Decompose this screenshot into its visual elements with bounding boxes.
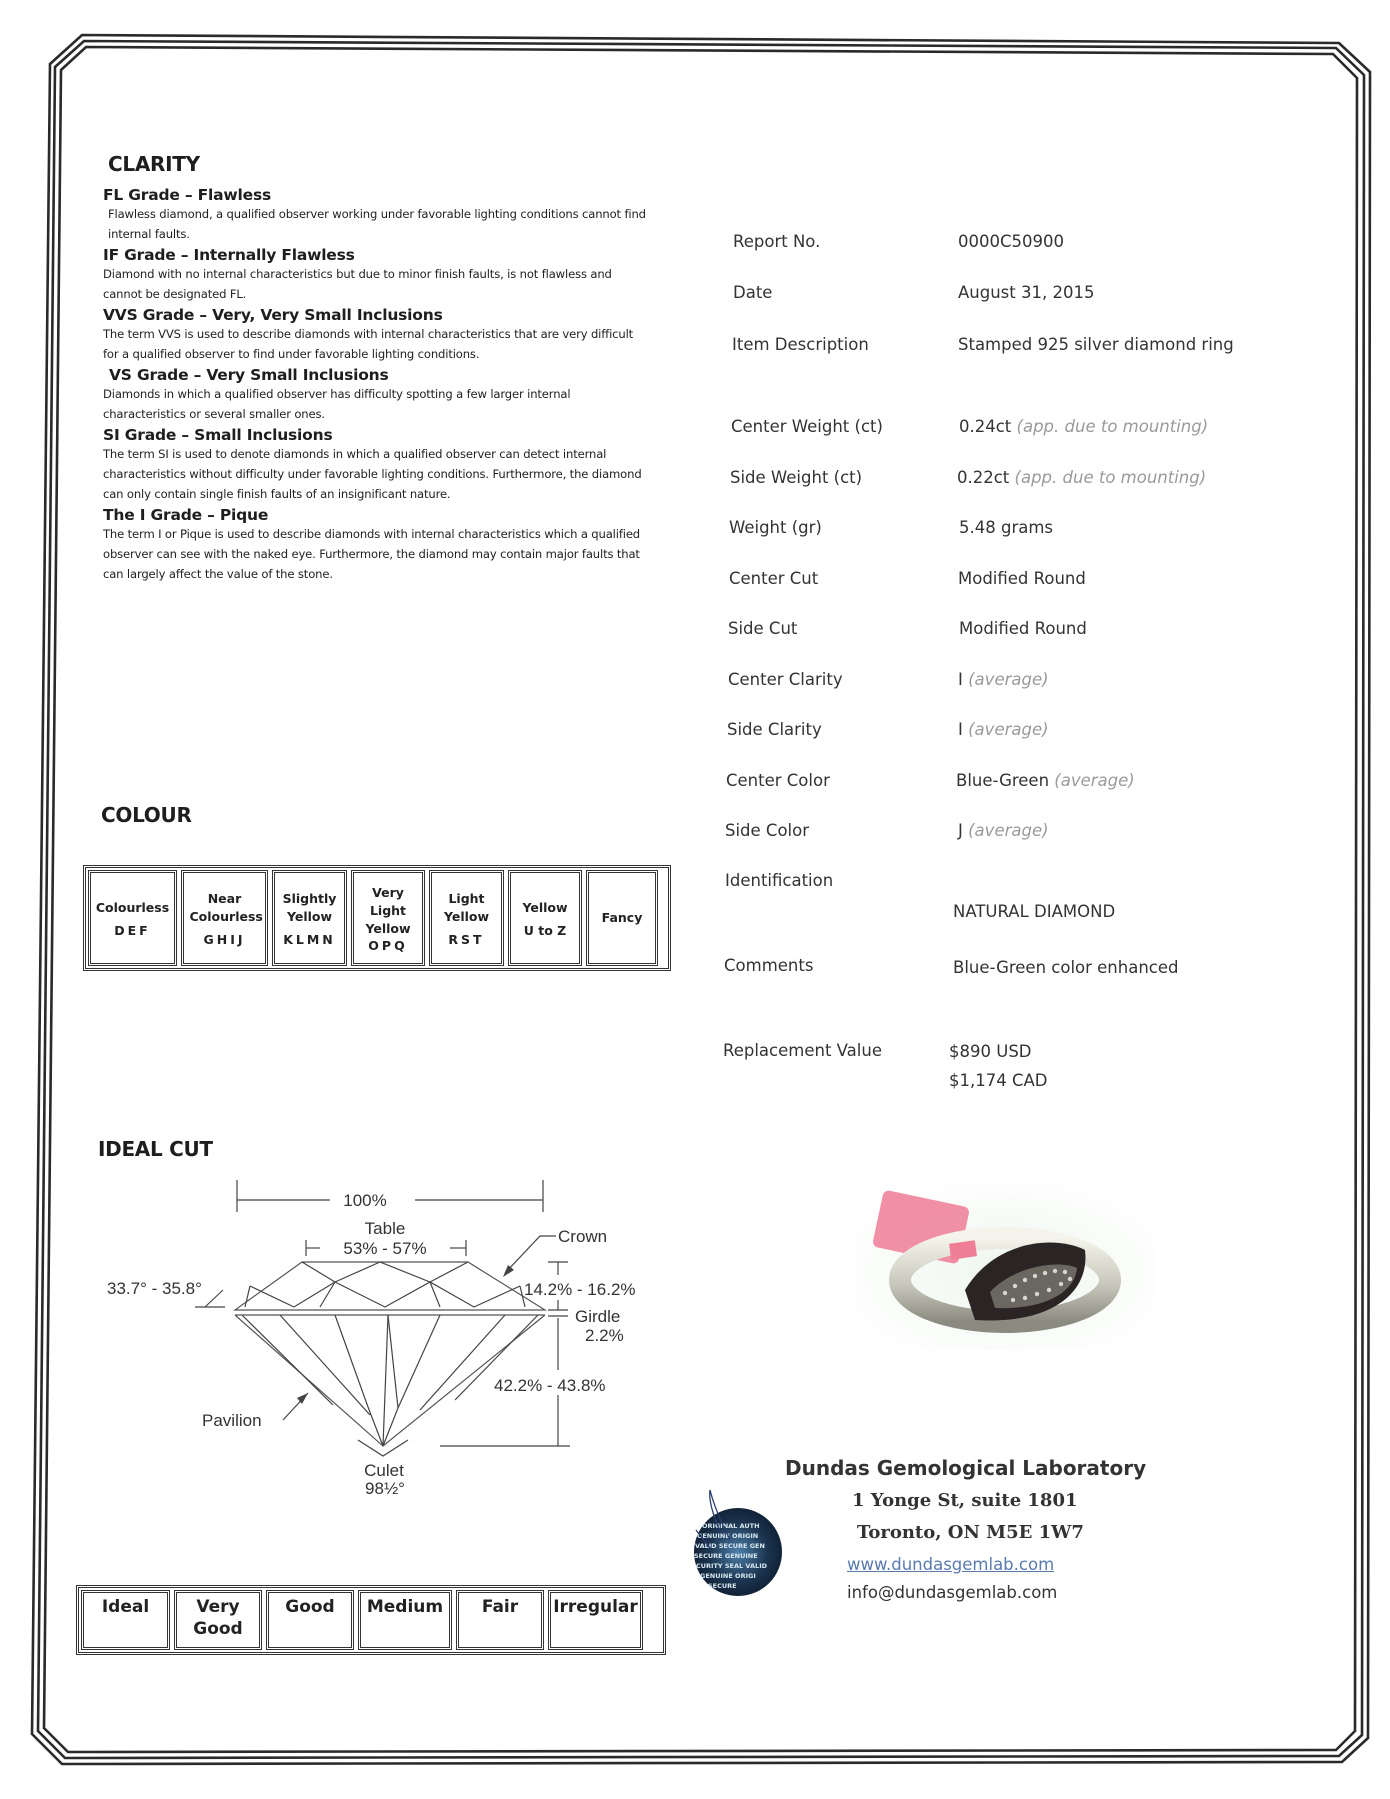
- clarity-grade-si: [103, 426, 683, 504]
- ideal-cut-title: IDEAL CUT: [98, 1137, 213, 1161]
- cut-grade-good: Good: [266, 1590, 354, 1650]
- grade-title: IF Grade – Internally Flawless: [103, 246, 355, 264]
- cut-grade-very-good: [174, 1590, 262, 1650]
- report-note: (app. due to mounting): [1016, 417, 1209, 436]
- report-label: Replacement Value: [723, 1041, 882, 1060]
- report-label: Side Color: [725, 821, 810, 840]
- cut-grade-medium: Medium: [358, 1590, 452, 1650]
- report-label: Date: [733, 283, 773, 302]
- colour-grades: GHIJ: [203, 931, 246, 947]
- colour-grades: RST: [448, 931, 485, 947]
- colour-cell: [181, 870, 268, 966]
- colour-name: Fancy: [601, 910, 643, 925]
- report-value: 0000C50900: [958, 232, 1065, 251]
- report-label: Center Weight (ct): [731, 417, 883, 436]
- grade-desc: Diamond with no internal characteristics but due to minor finish faults, is not flawless and cannot be designated FL.: [103, 267, 612, 301]
- svg-text:GENUINE ORIGIN: GENUINE ORIGIN: [697, 1532, 759, 1540]
- colour-cell: [88, 870, 177, 966]
- grade-title: SI Grade – Small Inclusions: [103, 426, 333, 444]
- report-note: (average): [1054, 771, 1135, 790]
- report-label: Comments: [724, 956, 814, 975]
- report-label: Weight (gr): [729, 518, 822, 537]
- report-value: NATURAL DIAMOND: [953, 902, 1116, 921]
- colour-cell: [351, 870, 425, 966]
- colour-grades: U to Z: [523, 922, 567, 938]
- report-value-usd: $890 USD: [949, 1042, 1032, 1061]
- colour-name: Light Yellow: [443, 890, 490, 924]
- colour-cell: [508, 870, 582, 966]
- clarity-grade-vs: [103, 366, 683, 424]
- grade-desc: The term SI is used to denote diamonds in which a qualified observer can detect internal characteristics without difficulty under favorable lighting conditions. Furthermore, the diamond can only contain single finish faults of an insignificant nature.: [103, 447, 642, 501]
- crown-angle-label: 33.7° - 35.8°: [107, 1279, 202, 1298]
- report-value: Blue-Green: [956, 771, 1050, 790]
- colour-cell: [429, 870, 504, 966]
- svg-text:SECURE GENUINE: SECURE GENUINE: [694, 1552, 758, 1560]
- cut-grade-table: [76, 1585, 666, 1655]
- cut-grade-label: Very Good: [193, 1597, 243, 1639]
- colour-cell: [272, 870, 347, 966]
- grade-title: The I Grade – Pique: [103, 506, 269, 524]
- report-label: Report No.: [733, 232, 821, 251]
- clarity-title: CLARITY: [108, 152, 200, 176]
- report-value: I: [958, 720, 963, 739]
- colour-title: COLOUR: [101, 803, 192, 827]
- report-label: Center Color: [726, 771, 830, 790]
- clarity-grade-i: [103, 506, 683, 584]
- colour-grades: DEF: [114, 922, 151, 938]
- report-label: Item Description: [732, 335, 869, 354]
- colour-grades: OPQ: [368, 937, 408, 953]
- lab-address-line2: Toronto, ON M5E 1W7: [857, 1522, 1084, 1543]
- girdle-value: 2.2%: [585, 1326, 624, 1345]
- security-seal: [690, 1470, 790, 1600]
- report-label: Side Clarity: [727, 720, 822, 739]
- report-value: Blue-Green color enhanced: [953, 958, 1179, 977]
- svg-text:ORIGINAL AUTH: ORIGINAL AUTH: [702, 1522, 760, 1530]
- report-value: Modified Round: [958, 569, 1086, 588]
- report-note: (average): [968, 720, 1049, 739]
- colour-name: Slightly Yellow: [282, 890, 337, 924]
- grade-desc: The term VVS is used to describe diamonds with internal characteristics that are very difficult for a qualified observer to find under favorable lighting conditions.: [103, 327, 634, 361]
- lab-email[interactable]: info@dundasgemlab.com: [847, 1583, 1058, 1602]
- report-note: (average): [968, 670, 1049, 689]
- cut-grade-fair: Fair: [456, 1590, 544, 1650]
- report-value: I: [958, 670, 963, 689]
- report-value-cad: $1,174 CAD: [949, 1071, 1048, 1090]
- colour-name: Very Light Yellow: [365, 884, 411, 936]
- colour-scale-table: [83, 865, 671, 971]
- colour-grades: KLMN: [283, 931, 336, 947]
- grade-title: VS Grade – Very Small Inclusions: [109, 366, 389, 384]
- pavilion-depth-label: 42.2% - 43.8%: [494, 1376, 606, 1395]
- table-range-label: 53% - 57%: [343, 1239, 427, 1258]
- svg-text:VALID SECURE GEN: VALID SECURE GEN: [695, 1542, 765, 1550]
- lab-address-line1: 1 Yonge St, suite 1801: [852, 1490, 1078, 1511]
- svg-text:CURITY SEAL VALID: CURITY SEAL VALID: [696, 1562, 768, 1570]
- colour-name: Colourless: [95, 899, 170, 915]
- report-value: J: [958, 821, 963, 840]
- colour-cell: [586, 870, 658, 966]
- report-value: 5.48 grams: [959, 518, 1054, 537]
- clarity-grade-vvs: [103, 306, 683, 364]
- report-value: August 31, 2015: [958, 283, 1095, 302]
- report-label: Center Cut: [729, 569, 819, 588]
- hologram-seal-icon: [690, 1470, 790, 1600]
- pavilion-label: Pavilion: [202, 1411, 262, 1430]
- report-note: (average): [968, 821, 1049, 840]
- report-note: (app. due to mounting): [1014, 468, 1207, 487]
- clarity-grade-if: [103, 246, 683, 304]
- report-value: Stamped 925 silver diamond ring: [958, 335, 1234, 354]
- grade-title: VVS Grade – Very, Very Small Inclusions: [103, 306, 443, 324]
- diamond-proportions-diagram: [90, 1170, 670, 1510]
- svg-text:SECURE: SECURE: [708, 1582, 737, 1590]
- report-value: 0.22ct: [957, 468, 1010, 487]
- grade-title: FL Grade – Flawless: [103, 186, 271, 204]
- culet-label: Culet: [364, 1461, 404, 1480]
- cut-grade-irregular: Irregular: [548, 1590, 643, 1650]
- report-value: Modified Round: [959, 619, 1087, 638]
- crown-height-label: 14.2% - 16.2%: [524, 1280, 636, 1299]
- colour-name: Yellow: [522, 899, 568, 915]
- cut-grade-ideal: Ideal: [81, 1590, 170, 1650]
- report-label: Side Cut: [728, 619, 798, 638]
- clarity-grade-fl: [103, 186, 683, 244]
- report-value: 0.24ct: [959, 417, 1012, 436]
- lab-website-link[interactable]: www.dundasgemlab.com: [847, 1555, 1055, 1574]
- report-label: Center Clarity: [728, 670, 843, 689]
- report-label: Identification: [725, 871, 834, 890]
- colour-name: Near Colourless: [189, 890, 263, 924]
- crown-label: Crown: [558, 1227, 608, 1246]
- ring-photo: [855, 1180, 1155, 1350]
- grade-desc: The term I or Pique is used to describe diamonds with internal characteristics which a qualified observer can see with the naked eye. Furthermore, the diamond may contain major faults that can largely affect the value of the stone.: [103, 527, 641, 581]
- grade-desc: Flawless diamond, a qualified observer working under favorable lighting conditions cannot find internal faults.: [108, 207, 646, 241]
- girdle-label: Girdle: [575, 1307, 621, 1326]
- lab-name: Dundas Gemological Laboratory: [785, 1456, 1147, 1480]
- culet-angle-label: 98½°: [365, 1479, 405, 1498]
- grade-desc: Diamonds in which a qualified observer has difficulty spotting a few larger internal characteristics or several smaller ones.: [103, 387, 571, 421]
- report-label: Side Weight (ct): [730, 468, 863, 487]
- clarity-grades-list: [103, 186, 683, 586]
- total-width-label: 100%: [343, 1191, 387, 1210]
- table-label: Table: [364, 1219, 406, 1238]
- svg-text:GENUINE ORIGI: GENUINE ORIGI: [700, 1572, 756, 1580]
